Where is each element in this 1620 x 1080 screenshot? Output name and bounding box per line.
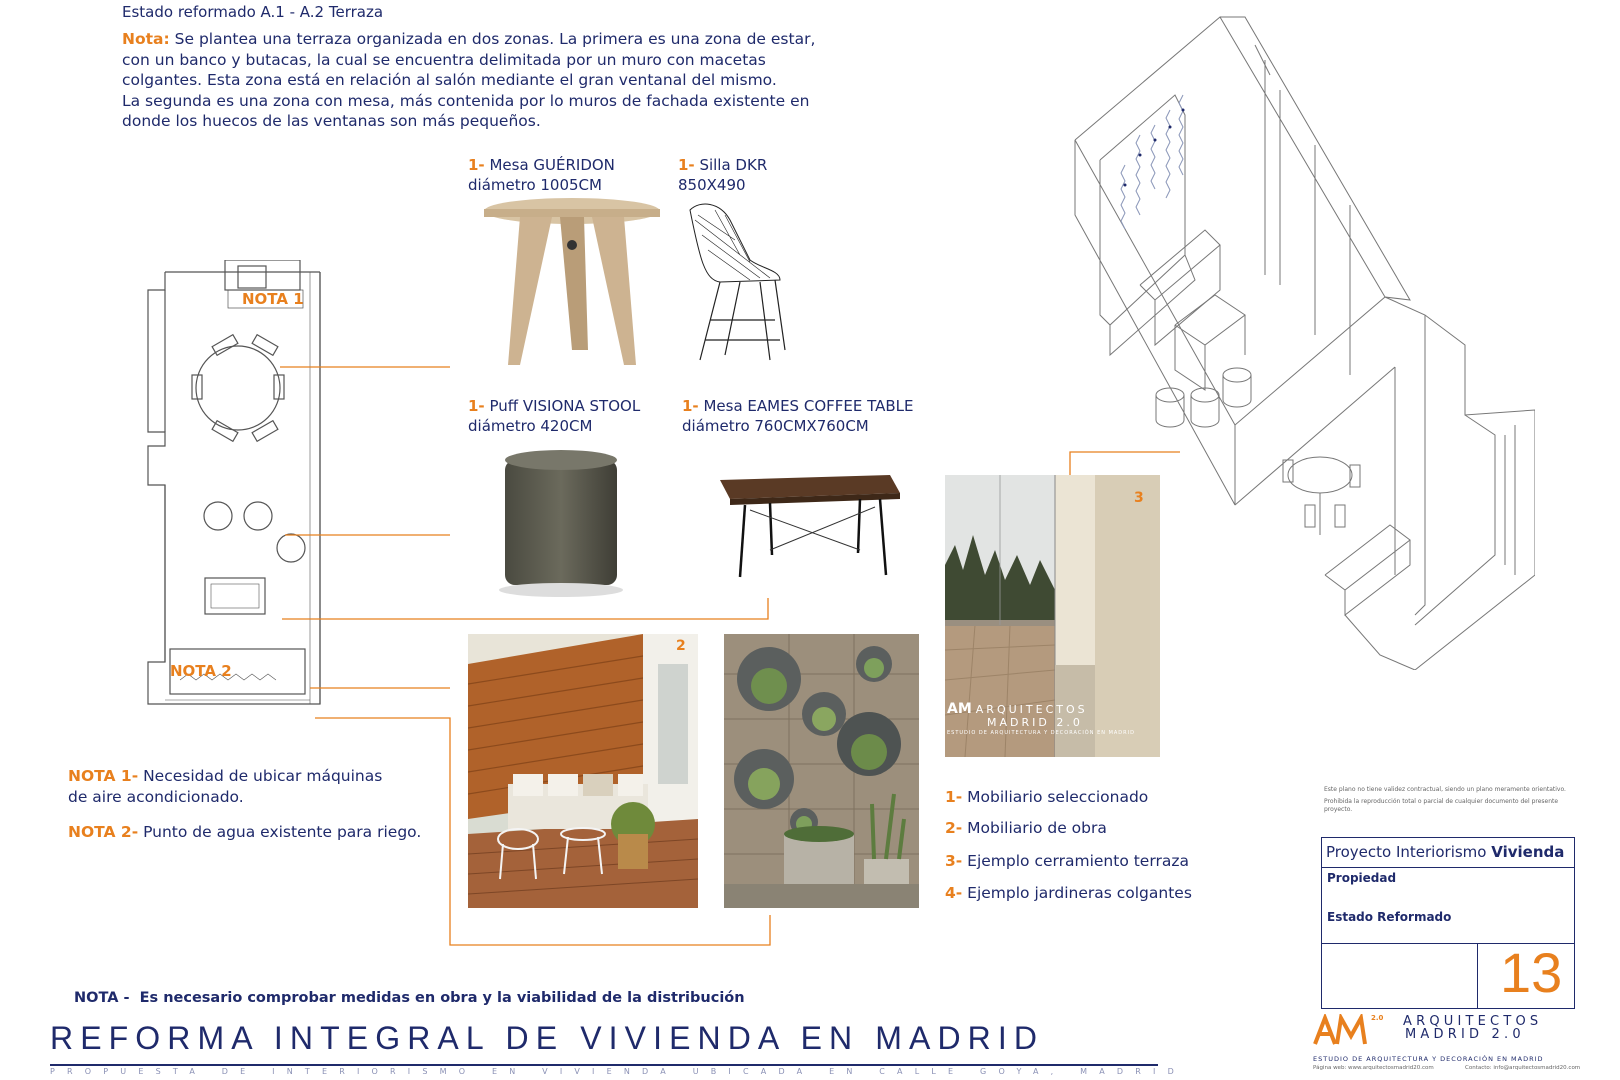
legend-number: 2- <box>945 819 963 837</box>
legend <box>945 787 1192 904</box>
legend-text: Mobiliario de obra <box>967 819 1107 837</box>
disclaimer-text: Este plano no tiene validez contractual, siendo un plano meramente orientativo. <box>1324 786 1566 793</box>
product-number: 1- <box>682 397 699 415</box>
project-name-prefix: Proyecto Interiorismo <box>1326 843 1487 861</box>
product-label <box>678 155 767 195</box>
product-name: Silla DKR <box>699 156 768 174</box>
legend-number: 3- <box>945 852 963 870</box>
dkr-chair-image <box>680 200 790 370</box>
product-number: 1- <box>468 156 485 174</box>
product-size: diámetro 1005CM <box>468 176 602 194</box>
project-subtitle: PROPUESTA DE INTERIORISMO EN VIVIENDA UBICADA EN CALLE GOYA, MADRID <box>50 1067 1186 1076</box>
legend-number: 1- <box>945 788 963 806</box>
product-label <box>468 396 640 436</box>
am-logo-icon <box>1313 1014 1371 1046</box>
project-title: REFORMA INTEGRAL DE VIVIENDA EN MADRID <box>50 1020 1045 1056</box>
legend-number: 4- <box>945 884 963 902</box>
product-number: 1- <box>678 156 695 174</box>
legend-text: Mobiliario seleccionado <box>967 788 1149 806</box>
plan-note-text: Punto de agua existente para riego. <box>143 823 422 841</box>
product-size: diámetro 760CMX760CM <box>682 417 869 435</box>
footer-note-text: Es necesario comprobar medidas en obra y la viabilidad de la distribución <box>139 990 745 1006</box>
intro-note-line: Se plantea una terraza organizada en dos zonas. La primera es una zona de estar, <box>174 30 816 48</box>
studio-contact: Contacto: info@arquitectosmadrid20.com <box>1465 1065 1581 1071</box>
logo-superscript: 2.0 <box>1371 1014 1384 1022</box>
plan-note-label: NOTA 1- <box>68 767 139 785</box>
propiedad-label: Propiedad <box>1327 871 1397 885</box>
plan-note <box>68 766 382 807</box>
intro-note-line: colgantes. Esta zona está en relación al salón mediante el gran ventanal del mismo. <box>122 71 777 89</box>
plan-note-text: Necesidad de ubicar máquinas <box>143 767 383 785</box>
photo-number-2: 2 <box>676 638 686 654</box>
legend-text: Ejemplo jardineras colgantes <box>967 884 1192 902</box>
watermark-line: ARQUITECTOS <box>975 703 1088 716</box>
product-number: 1- <box>468 397 485 415</box>
plan-nota1-label: NOTA 1 <box>242 290 304 308</box>
studio-logo <box>1313 1014 1573 1054</box>
product-name: Mesa EAMES COFFEE TABLE <box>703 397 914 415</box>
sheet-number: 13 <box>1500 941 1563 1004</box>
hanging-planters-photo <box>724 634 919 908</box>
intro-note-line: con un banco y butacas, la cual se encuentra delimitada por un muro con macetas <box>122 50 766 69</box>
photo-number-3: 3 <box>1134 490 1144 506</box>
project-name <box>1326 843 1564 861</box>
eames-coffee-table-image <box>710 465 900 585</box>
estado-label: Estado Reformado <box>1327 910 1452 924</box>
terrace-bench-photo <box>468 634 698 908</box>
intro-note-line: donde los huecos de las ventanas son más pequeños. <box>122 112 541 130</box>
intro-note-line: La segunda es una zona con mesa, más contenida por lo muros de fachada existente en <box>122 91 810 110</box>
studio-tagline: ESTUDIO DE ARQUITECTURA Y DECORACIÓN EN MADRID <box>1313 1055 1544 1063</box>
product-name: Puff VISIONA STOOL <box>489 397 641 415</box>
footer-note-label: NOTA - <box>74 990 130 1006</box>
studio-web: Página web: www.arquitectosmadrid20.com <box>1313 1065 1434 1071</box>
product-name: Mesa GUÉRIDON <box>489 156 615 174</box>
watermark-line: MADRID 2.0 <box>987 716 1083 729</box>
intro-note-label: Nota: <box>122 30 170 48</box>
watermark-line: ESTUDIO DE ARQUITECTURA Y DECORACIÓN EN MADRID <box>947 730 1135 736</box>
photo-watermark: AM ARQUITECTOS MADRID 2.0 ESTUDIO DE ARQUITECTURA Y DECORACIÓN EN MADRID <box>947 701 1135 736</box>
plan-note-text: de aire acondicionado. <box>68 787 244 806</box>
logo-line: MADRID 2.0 <box>1405 1027 1525 1042</box>
sheet-heading: Estado reformado A.1 - A.2 Terraza <box>122 3 384 21</box>
plan-note <box>68 822 421 843</box>
product-size: 850X490 <box>678 176 746 194</box>
project-name-bold: Vivienda <box>1491 843 1565 861</box>
visiona-stool-image <box>470 440 650 600</box>
product-label <box>468 155 615 195</box>
title-block <box>1321 837 1575 1009</box>
logo-text <box>1403 1015 1542 1041</box>
gueridon-table-image <box>480 195 665 375</box>
plan-nota2-label: NOTA 2 <box>170 662 232 680</box>
legend-text: Ejemplo cerramiento terraza <box>967 852 1189 870</box>
product-size: diámetro 420CM <box>468 417 593 435</box>
plan-note-label: NOTA 2- <box>68 823 139 841</box>
footer-note <box>74 990 745 1006</box>
disclaimer-text: Prohibida la reproducción total o parcial de cualquier documento del presente proyecto. <box>1324 798 1559 813</box>
logo-line: ARQUITECTOS <box>1403 1014 1543 1029</box>
axonometric-drawing <box>1065 15 1535 670</box>
product-label <box>682 396 914 436</box>
title-underline <box>50 1064 1158 1066</box>
disclaimer <box>1324 786 1574 814</box>
